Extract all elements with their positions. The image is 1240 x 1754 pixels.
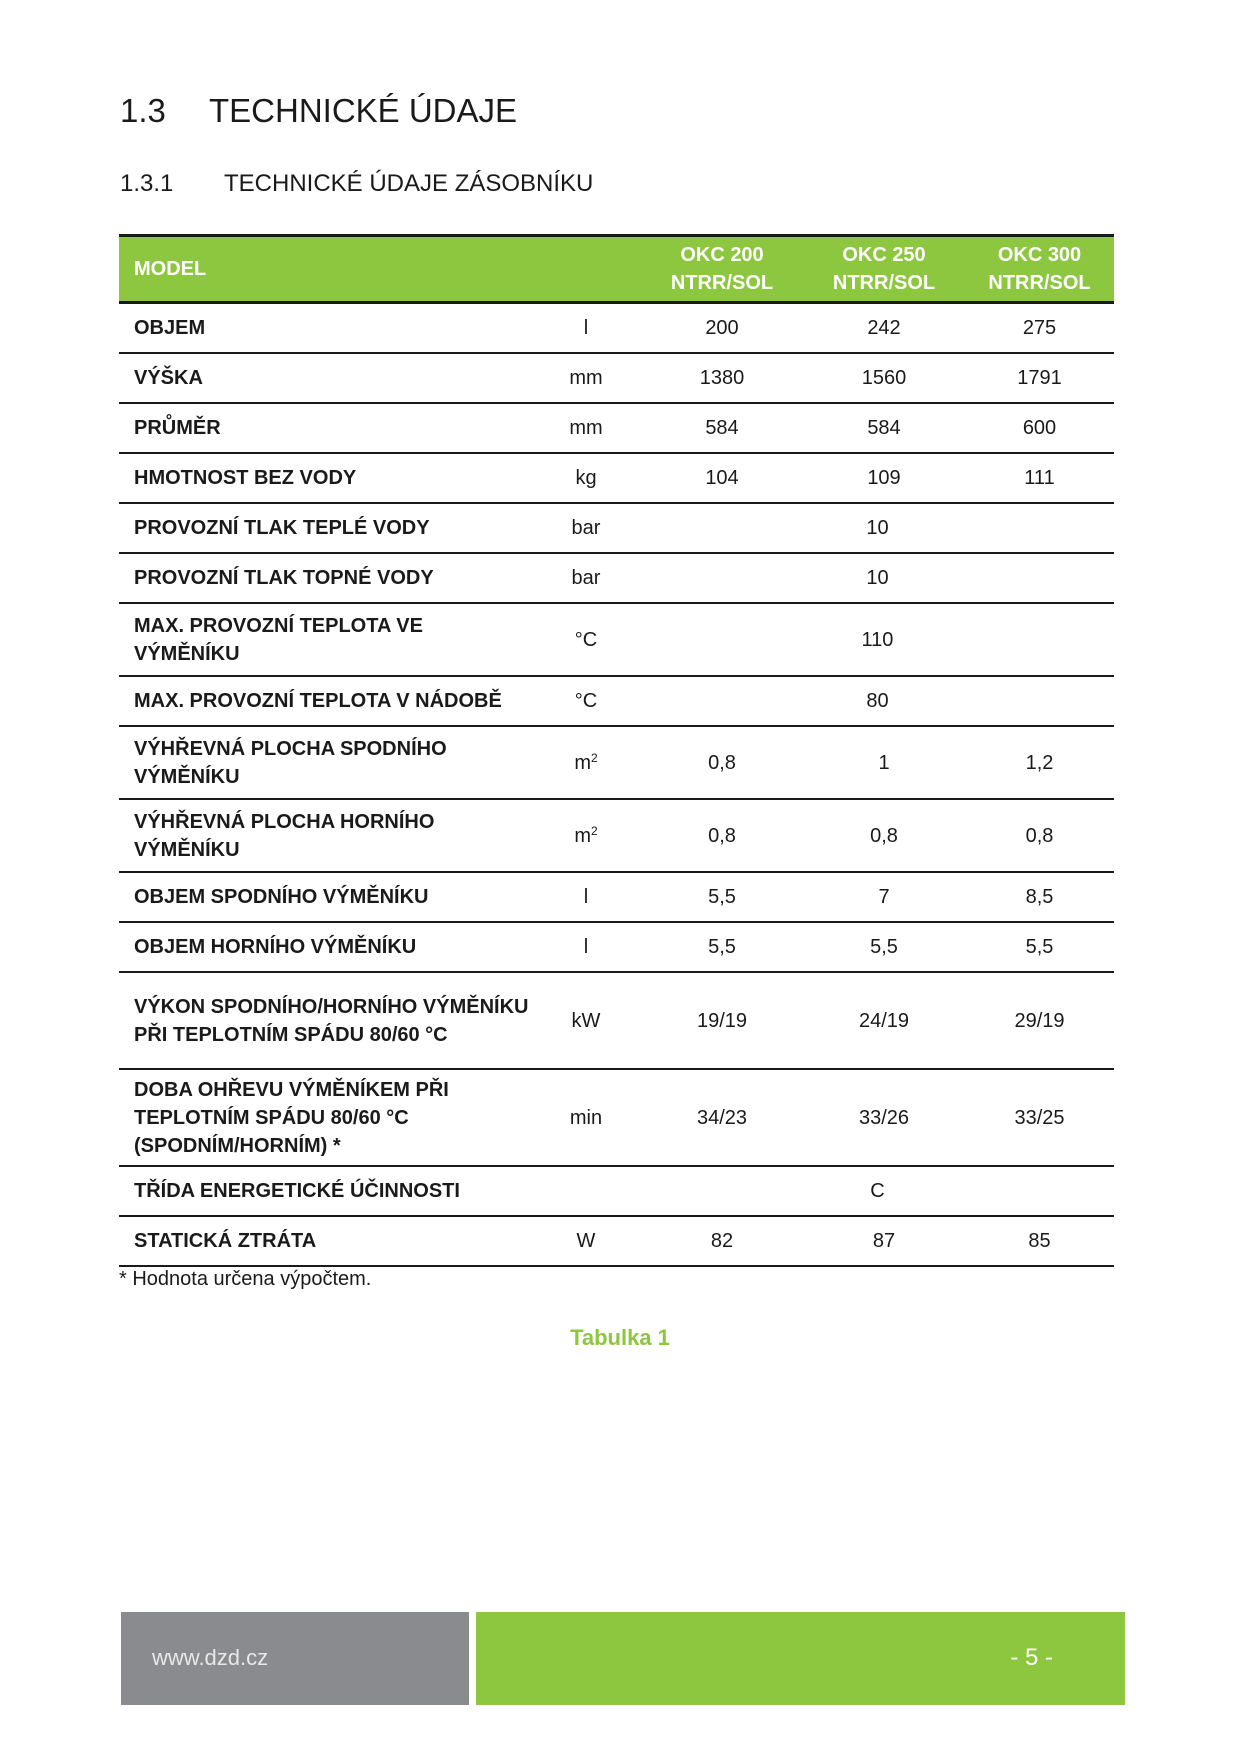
row-value: 584 [641, 403, 803, 453]
table-row [119, 872, 1114, 922]
row-value: 111 [965, 453, 1114, 503]
row-unit: W [531, 1216, 641, 1266]
model-column-header: OKC 300 NTRR/SOL [965, 236, 1114, 303]
row-unit: mm [531, 403, 641, 453]
row-value: 1,2 [965, 726, 1114, 799]
row-value: 0,8 [965, 799, 1114, 872]
subsection-number: 1.3.1 [120, 170, 174, 197]
row-unit: mm [531, 353, 641, 403]
row-value: 19/19 [641, 972, 803, 1069]
row-label: OBJEM HORNÍHO VÝMĚNÍKU [119, 922, 531, 972]
table-row [119, 922, 1114, 972]
section-number: 1.3 [120, 92, 166, 129]
row-unit [531, 1166, 641, 1216]
row-label: VÝKON SPODNÍHO/HORNÍHO VÝMĚNÍKU PŘI TEPLOTNÍM SPÁDU 80/60 °C [119, 972, 531, 1069]
row-value: 0,8 [641, 726, 803, 799]
table-row [119, 353, 1114, 403]
row-value: 8,5 [965, 872, 1114, 922]
row-value: 5,5 [965, 922, 1114, 972]
table-row [119, 972, 1114, 1069]
row-unit: kg [531, 453, 641, 503]
row-label: TŘÍDA ENERGETICKÉ ÚČINNOSTI [119, 1166, 531, 1216]
row-label: OBJEM [119, 303, 531, 354]
table-row [119, 726, 1114, 799]
row-value: 0,8 [641, 799, 803, 872]
row-unit: $m^2$ [531, 726, 641, 799]
footnote: * Hodnota určena výpočtem. [119, 1268, 372, 1290]
row-label: VÝHŘEVNÁ PLOCHA HORNÍHO VÝMĚNÍKU [119, 799, 531, 872]
row-label: HMOTNOST BEZ VODY [119, 453, 531, 503]
unit-header [531, 236, 641, 303]
row-label: PRŮMĚR [119, 403, 531, 453]
table-row [119, 503, 1114, 553]
table-row [119, 1166, 1114, 1216]
row-value: 7 [803, 872, 965, 922]
subsection-heading [120, 170, 593, 198]
row-value: 33/25 [965, 1069, 1114, 1166]
row-value: 1791 [965, 353, 1114, 403]
row-unit: min [531, 1069, 641, 1166]
table-row [119, 403, 1114, 453]
row-label: STATICKÁ ZTRÁTA [119, 1216, 531, 1266]
row-value: 82 [641, 1216, 803, 1266]
row-unit: l [531, 872, 641, 922]
table-row [119, 799, 1114, 872]
row-unit: $m^2$ [531, 799, 641, 872]
row-label: VÝHŘEVNÁ PLOCHA SPODNÍHO VÝMĚNÍKU [119, 726, 531, 799]
row-value: 200 [641, 303, 803, 354]
row-label: DOBA OHŘEVU VÝMĚNÍKEM PŘI TEPLOTNÍM SPÁDU 80/60 °C (SPODNÍM/HORNÍM) * [119, 1069, 531, 1166]
table-row [119, 553, 1114, 603]
page-number: - 5 - [1010, 1644, 1053, 1671]
row-value: 33/26 [803, 1069, 965, 1166]
row-label: PROVOZNÍ TLAK TEPLÉ VODY [119, 503, 531, 553]
table-row [119, 1216, 1114, 1266]
row-value: 34/23 [641, 1069, 803, 1166]
footer-page-bar [476, 1612, 1125, 1705]
row-label: MAX. PROVOZNÍ TEPLOTA V NÁDOBĚ [119, 676, 531, 726]
row-unit: kW [531, 972, 641, 1069]
row-value-shared: 10 [641, 503, 1114, 553]
row-value: 5,5 [641, 922, 803, 972]
row-label: MAX. PROVOZNÍ TEPLOTA VE VÝMĚNÍKU [119, 603, 531, 676]
model-column-header: OKC 250 NTRR/SOL [803, 236, 965, 303]
row-value: 24/19 [803, 972, 965, 1069]
row-value: 109 [803, 453, 965, 503]
row-value: 1560 [803, 353, 965, 403]
table-row [119, 676, 1114, 726]
row-value: 104 [641, 453, 803, 503]
table-row [119, 453, 1114, 503]
row-label: OBJEM SPODNÍHO VÝMĚNÍKU [119, 872, 531, 922]
row-value-shared: 10 [641, 553, 1114, 603]
row-value: 1 [803, 726, 965, 799]
row-value-shared: C [641, 1166, 1114, 1216]
row-value: 29/19 [965, 972, 1114, 1069]
subsection-title: TECHNICKÉ ÚDAJE ZÁSOBNÍKU [224, 170, 594, 197]
row-unit: l [531, 922, 641, 972]
row-value: 275 [965, 303, 1114, 354]
table-row [119, 603, 1114, 676]
row-value: 600 [965, 403, 1114, 453]
row-unit: bar [531, 503, 641, 553]
footer-website: www.dzd.cz [152, 1645, 269, 1670]
footer-website-bar [121, 1612, 469, 1705]
table-header-row [119, 236, 1114, 303]
row-value: 5,5 [803, 922, 965, 972]
section-title: TECHNICKÉ ÚDAJE [209, 92, 518, 129]
row-unit: bar [531, 553, 641, 603]
row-value: 0,8 [803, 799, 965, 872]
section-heading [120, 92, 517, 130]
technical-data-table [119, 234, 1114, 1267]
row-value-shared: 110 [641, 603, 1114, 676]
row-value-shared: 80 [641, 676, 1114, 726]
row-value: 584 [803, 403, 965, 453]
row-label: VÝŠKA [119, 353, 531, 403]
table-row [119, 303, 1114, 354]
model-header: MODEL [119, 236, 531, 303]
row-label: PROVOZNÍ TLAK TOPNÉ VODY [119, 553, 531, 603]
row-value: 1380 [641, 353, 803, 403]
table-row [119, 1069, 1114, 1166]
row-unit: l [531, 303, 641, 354]
model-column-header: OKC 200 NTRR/SOL [641, 236, 803, 303]
row-value: 5,5 [641, 872, 803, 922]
row-value: 242 [803, 303, 965, 354]
row-value: 85 [965, 1216, 1114, 1266]
row-value: 87 [803, 1216, 965, 1266]
table-caption: Tabulka 1 [570, 1325, 670, 1350]
row-unit: °C [531, 676, 641, 726]
row-unit: °C [531, 603, 641, 676]
